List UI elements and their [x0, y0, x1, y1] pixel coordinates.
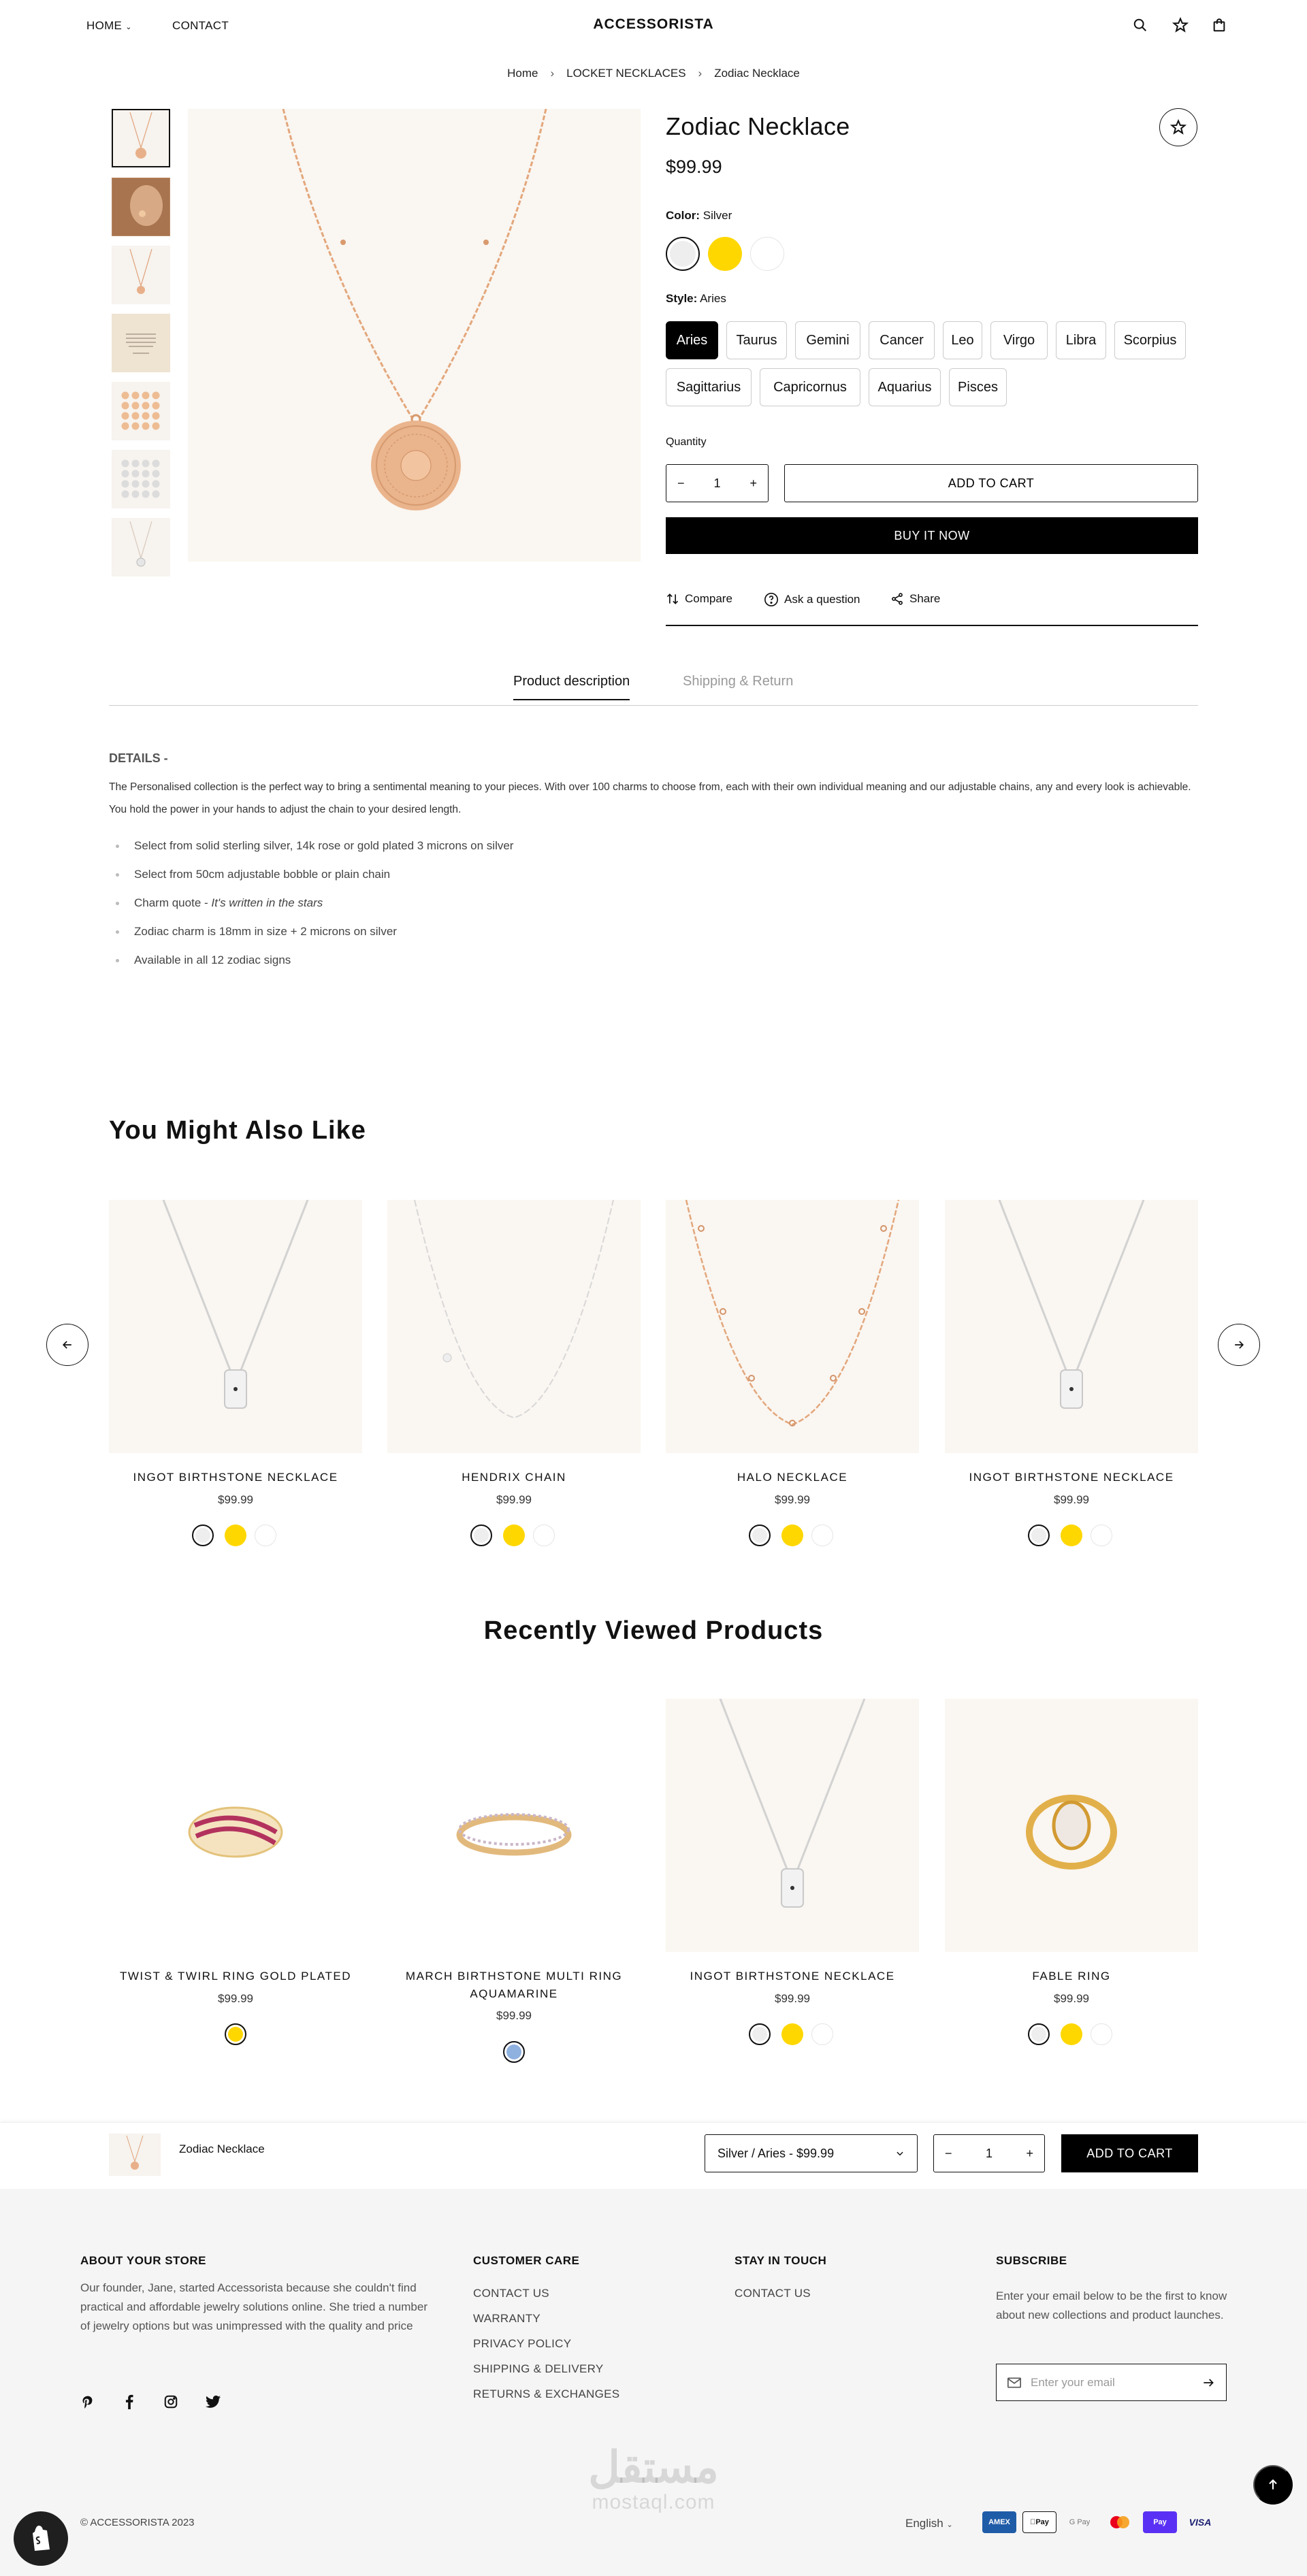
product-card-price: $99.99: [1054, 1493, 1089, 1506]
product-card-price: $99.99: [496, 1493, 532, 1506]
product-card-name[interactable]: INGOT BIRTHSTONE NECKLACE: [969, 1471, 1174, 1484]
chevron-down-icon: [895, 2149, 905, 2158]
chevron-right-icon: ›: [698, 67, 703, 80]
footer-link-warranty[interactable]: WARRANTY: [473, 2312, 541, 2325]
share-label: Share: [909, 592, 941, 605]
list-item: Select from 50cm adjustable bobble or plain chain: [116, 860, 513, 889]
sticky-quantity-stepper[interactable]: [933, 2134, 1045, 2172]
color-swatch-white[interactable]: [1091, 1525, 1112, 1546]
amex-icon: AMEX: [982, 2511, 1016, 2533]
cart-icon[interactable]: [1209, 15, 1229, 35]
footer-about-title: ABOUT YOUR STORE: [80, 2254, 206, 2267]
share-action[interactable]: [890, 592, 940, 606]
recently-viewed-title: Recently Viewed Products: [483, 1616, 824, 1645]
arrow-right-icon: [1232, 1338, 1246, 1352]
search-icon[interactable]: [1130, 15, 1150, 35]
instagram-icon[interactable]: [161, 2392, 181, 2412]
quantity-stepper[interactable]: [666, 464, 769, 502]
shopify-bag-icon: [29, 2525, 52, 2552]
product-card-image[interactable]: [387, 1699, 641, 1952]
style-gemini[interactable]: Gemini: [795, 321, 860, 359]
color-swatch-gold[interactable]: [225, 2023, 246, 2045]
color-swatch-silver[interactable]: [192, 1525, 214, 1546]
details-heading: DETAILS -: [109, 751, 168, 765]
color-swatch-gold[interactable]: [781, 2023, 803, 2045]
thumbnail-2[interactable]: [112, 178, 170, 236]
footer-link-returns[interactable]: RETURNS & EXCHANGES: [473, 2387, 620, 2400]
color-swatch-white[interactable]: [255, 1525, 276, 1546]
product-card-image[interactable]: [666, 1200, 919, 1453]
ask-question-label: Ask a question: [784, 593, 860, 606]
style-label: Style:: [666, 292, 698, 305]
color-swatch-gold[interactable]: [1061, 1525, 1082, 1546]
product-card-price: $99.99: [218, 1493, 253, 1506]
style-leo[interactable]: Leo: [943, 321, 982, 359]
shop-pay-icon: Pay: [1143, 2511, 1177, 2533]
color-swatch-gold[interactable]: [1061, 2023, 1082, 2045]
charm-quote: It's written in the stars: [211, 896, 323, 909]
main-product-image[interactable]: [188, 109, 641, 561]
style-option-label: [666, 292, 726, 306]
language-value: English: [905, 2517, 943, 2530]
minus-icon[interactable]: −: [945, 2146, 952, 2160]
footer-care-title: CUSTOMER CARE: [473, 2254, 580, 2267]
product-card-name[interactable]: TWIST & TWIRL RING GOLD PLATED: [119, 1970, 352, 1983]
charm-quote-label: Charm quote -: [134, 896, 212, 909]
visa-icon: VISA: [1189, 2517, 1212, 2528]
arrow-right-icon[interactable]: [1201, 2376, 1215, 2390]
thumbnail-1[interactable]: [112, 109, 170, 167]
list-item: [116, 889, 513, 917]
product-card-price: $99.99: [775, 1493, 810, 1506]
color-option-label: [666, 209, 732, 223]
facebook-icon[interactable]: [119, 2392, 140, 2412]
minus-icon[interactable]: −: [677, 476, 685, 490]
color-swatch-silver[interactable]: [1028, 1525, 1050, 1546]
list-item: Select from solid sterling silver, 14k rose or gold plated 3 microns on silver: [116, 832, 513, 860]
tab-shipping-return[interactable]: Shipping & Return: [683, 674, 794, 689]
thumbnail-5[interactable]: [112, 382, 170, 440]
details-text: The Personalised collection is the perfect way to bring a sentimental meaning to your pieces. With over 100 charms to choose from, each with their own individual meaning and our adjustable chains, any and every look is achievable. You hold the power in your hands to adjust the chain to your desired length.: [109, 781, 1191, 815]
thumbnail-3[interactable]: [112, 246, 170, 304]
product-card-price: $99.99: [218, 1992, 253, 2005]
details-list: [116, 832, 513, 975]
back-to-top-button[interactable]: [1253, 2465, 1293, 2505]
carousel-next-button[interactable]: [1218, 1324, 1260, 1366]
apple-pay-icon: [1022, 2511, 1056, 2533]
product-card-name[interactable]: MARCH BIRTHSTONE MULTI RING AQUAMARINE: [405, 1970, 623, 2000]
thumbnail-6[interactable]: [112, 450, 170, 508]
color-swatch-gold[interactable]: [781, 1525, 803, 1546]
style-virgo[interactable]: Virgo: [990, 321, 1048, 359]
thumbnail-7[interactable]: [112, 518, 170, 576]
product-card-price: $99.99: [496, 2009, 532, 2022]
style-sagittarius[interactable]: Sagittarius: [666, 368, 752, 406]
footer-subscribe-text: Enter your email below to be the first to know about new collections and product launches.: [996, 2289, 1227, 2321]
color-swatch-gold[interactable]: [503, 1525, 525, 1546]
sticky-add-to-cart-button[interactable]: ADD TO CART: [1061, 2134, 1198, 2172]
color-swatch-silver[interactable]: [470, 1525, 492, 1546]
color-swatch-white[interactable]: [750, 237, 784, 271]
arrow-up-icon: [1266, 2478, 1280, 2492]
product-card-name[interactable]: HENDRIX CHAIN: [462, 1471, 566, 1484]
style-aquarius[interactable]: Aquarius: [869, 368, 941, 406]
quantity-value[interactable]: 1: [713, 476, 721, 490]
style-pisces[interactable]: Pisces: [949, 368, 1007, 406]
carousel-prev-button[interactable]: [46, 1324, 88, 1366]
footer-link-privacy[interactable]: PRIVACY POLICY: [473, 2337, 572, 2350]
plus-icon[interactable]: +: [749, 476, 757, 490]
question-icon: [764, 592, 779, 607]
thumbnail-6-grid: [117, 455, 165, 503]
color-swatch-white[interactable]: [533, 1525, 555, 1546]
footer-link-contact[interactable]: CONTACT US: [473, 2287, 549, 2300]
color-value: Silver: [703, 209, 732, 222]
style-capricornus[interactable]: Capricornus: [760, 368, 860, 406]
style-taurus[interactable]: Taurus: [726, 321, 787, 359]
footer-touch-title: STAY IN TOUCH: [735, 2254, 827, 2267]
footer-about-text: Our founder, Jane, started Accessorista because she couldn't find practical and affordable jewelry solutions online. She tried a number of jewelry options but was unimpressed with the quality and price: [80, 2281, 427, 2332]
share-icon: [890, 592, 904, 606]
list-item: Available in all 12 zodiac signs: [116, 946, 513, 975]
product-card-image[interactable]: [945, 1699, 1198, 1952]
list-item: Zodiac charm is 18mm in size + 2 microns on silver: [116, 917, 513, 946]
language-select[interactable]: [905, 2517, 953, 2530]
breadcrumb-current: Zodiac Necklace: [714, 67, 800, 80]
color-swatch-silver[interactable]: [749, 2023, 771, 2045]
product-card-image[interactable]: [666, 1699, 919, 1952]
footer-link-shipping[interactable]: SHIPPING & DELIVERY: [473, 2362, 604, 2375]
twitter-icon[interactable]: [203, 2392, 223, 2412]
style-libra[interactable]: Libra: [1056, 321, 1106, 359]
mail-icon: [1007, 2377, 1021, 2388]
add-to-cart-button[interactable]: ADD TO CART: [784, 464, 1198, 502]
actions-divider: [666, 625, 1198, 626]
watermark-arabic: مستقل: [588, 2443, 719, 2492]
compare-action[interactable]: [666, 592, 732, 606]
tabs-divider: [109, 705, 1198, 706]
ask-question-action[interactable]: [764, 592, 860, 607]
pinterest-icon[interactable]: [78, 2392, 98, 2412]
quantity-label: Quantity: [666, 436, 707, 448]
shopify-badge[interactable]: [14, 2511, 68, 2566]
variant-select-value: Silver / Aries - $99.99: [717, 2146, 835, 2160]
sticky-product-name: Zodiac Necklace: [179, 2142, 265, 2155]
style-cancer[interactable]: Cancer: [869, 321, 935, 359]
also-like-title: You Might Also Like: [109, 1116, 366, 1145]
color-swatch-silver[interactable]: [1028, 2023, 1050, 2045]
product-card-image[interactable]: [109, 1200, 362, 1453]
style-scorpius[interactable]: Scorpius: [1114, 321, 1186, 359]
quantity-value[interactable]: 1: [985, 2146, 993, 2160]
style-aries[interactable]: Aries: [666, 321, 718, 359]
color-swatch-gold[interactable]: [225, 1525, 246, 1546]
compare-label: Compare: [685, 592, 732, 605]
watermark: [545, 2443, 762, 2514]
product-card-name[interactable]: INGOT BIRTHSTONE NECKLACE: [690, 1970, 895, 1983]
site-logo[interactable]: ACCESSORISTA: [593, 16, 714, 32]
apple-pay-label: Pay: [1033, 2518, 1046, 2526]
color-swatch-white[interactable]: [811, 1525, 833, 1546]
mastercard-icon: [1103, 2511, 1137, 2533]
product-card-name[interactable]: FABLE RING: [1032, 1970, 1111, 1983]
product-card-price: $99.99: [1054, 1992, 1089, 2005]
star-icon: [1170, 119, 1187, 135]
thumbnail-5-grid: [117, 387, 165, 435]
arrow-left-icon: [61, 1338, 74, 1352]
breadcrumb-home[interactable]: Home: [507, 67, 538, 80]
product-price: $99.99: [666, 157, 722, 177]
chevron-down-icon: ⌄: [946, 2521, 953, 2529]
variant-select[interactable]: [705, 2134, 918, 2172]
style-value: Aries: [700, 292, 726, 305]
email-placeholder[interactable]: Enter your email: [1031, 2375, 1115, 2389]
footer-link-contact-us[interactable]: CONTACT US: [735, 2287, 811, 2300]
color-swatch-silver[interactable]: [666, 237, 700, 271]
email-field[interactable]: [996, 2364, 1227, 2401]
color-swatch-silver[interactable]: [749, 1525, 771, 1546]
site-header: [0, 0, 1307, 52]
nav-contact[interactable]: CONTACT: [172, 19, 229, 32]
chevron-down-icon: ⌄: [125, 23, 132, 31]
color-swatch-white[interactable]: [811, 2023, 833, 2045]
color-label: Color:: [666, 209, 700, 222]
buy-now-button[interactable]: BUY IT NOW: [666, 517, 1198, 554]
product-card-image[interactable]: [945, 1200, 1198, 1453]
product-title: Zodiac Necklace: [666, 112, 850, 140]
google-pay-icon: G Pay: [1069, 2518, 1091, 2526]
product-card-image[interactable]: [387, 1200, 641, 1453]
color-swatch-white[interactable]: [1091, 2023, 1112, 2045]
sticky-product-thumbnail: [109, 2134, 161, 2176]
product-card-image[interactable]: [109, 1699, 362, 1952]
plus-icon[interactable]: +: [1026, 2146, 1033, 2160]
breadcrumb-collection[interactable]: LOCKET NECKLACES: [566, 67, 686, 80]
chevron-right-icon: ›: [550, 67, 555, 80]
star-icon[interactable]: [1170, 15, 1191, 35]
thumbnail-4[interactable]: [112, 314, 170, 372]
tab-product-description[interactable]: Product description: [513, 674, 630, 700]
compare-icon: [666, 592, 679, 606]
color-swatch-aquamarine[interactable]: [503, 2041, 525, 2063]
footer-subscribe-title: SUBSCRIBE: [996, 2254, 1067, 2267]
product-card-price: $99.99: [775, 1992, 810, 2005]
product-card-name[interactable]: HALO NECKLACE: [737, 1471, 848, 1484]
apple-icon: [1030, 2518, 1035, 2526]
breadcrumb: [0, 67, 1307, 80]
copyright: © ACCESSORISTA 2023: [80, 2517, 195, 2528]
product-card-name[interactable]: INGOT BIRTHSTONE NECKLACE: [133, 1471, 338, 1484]
watermark-latin: mostaql.com: [592, 2491, 715, 2513]
nav-home-label: HOME: [86, 19, 123, 32]
wishlist-button[interactable]: [1159, 108, 1197, 146]
color-swatch-gold[interactable]: [708, 237, 742, 271]
